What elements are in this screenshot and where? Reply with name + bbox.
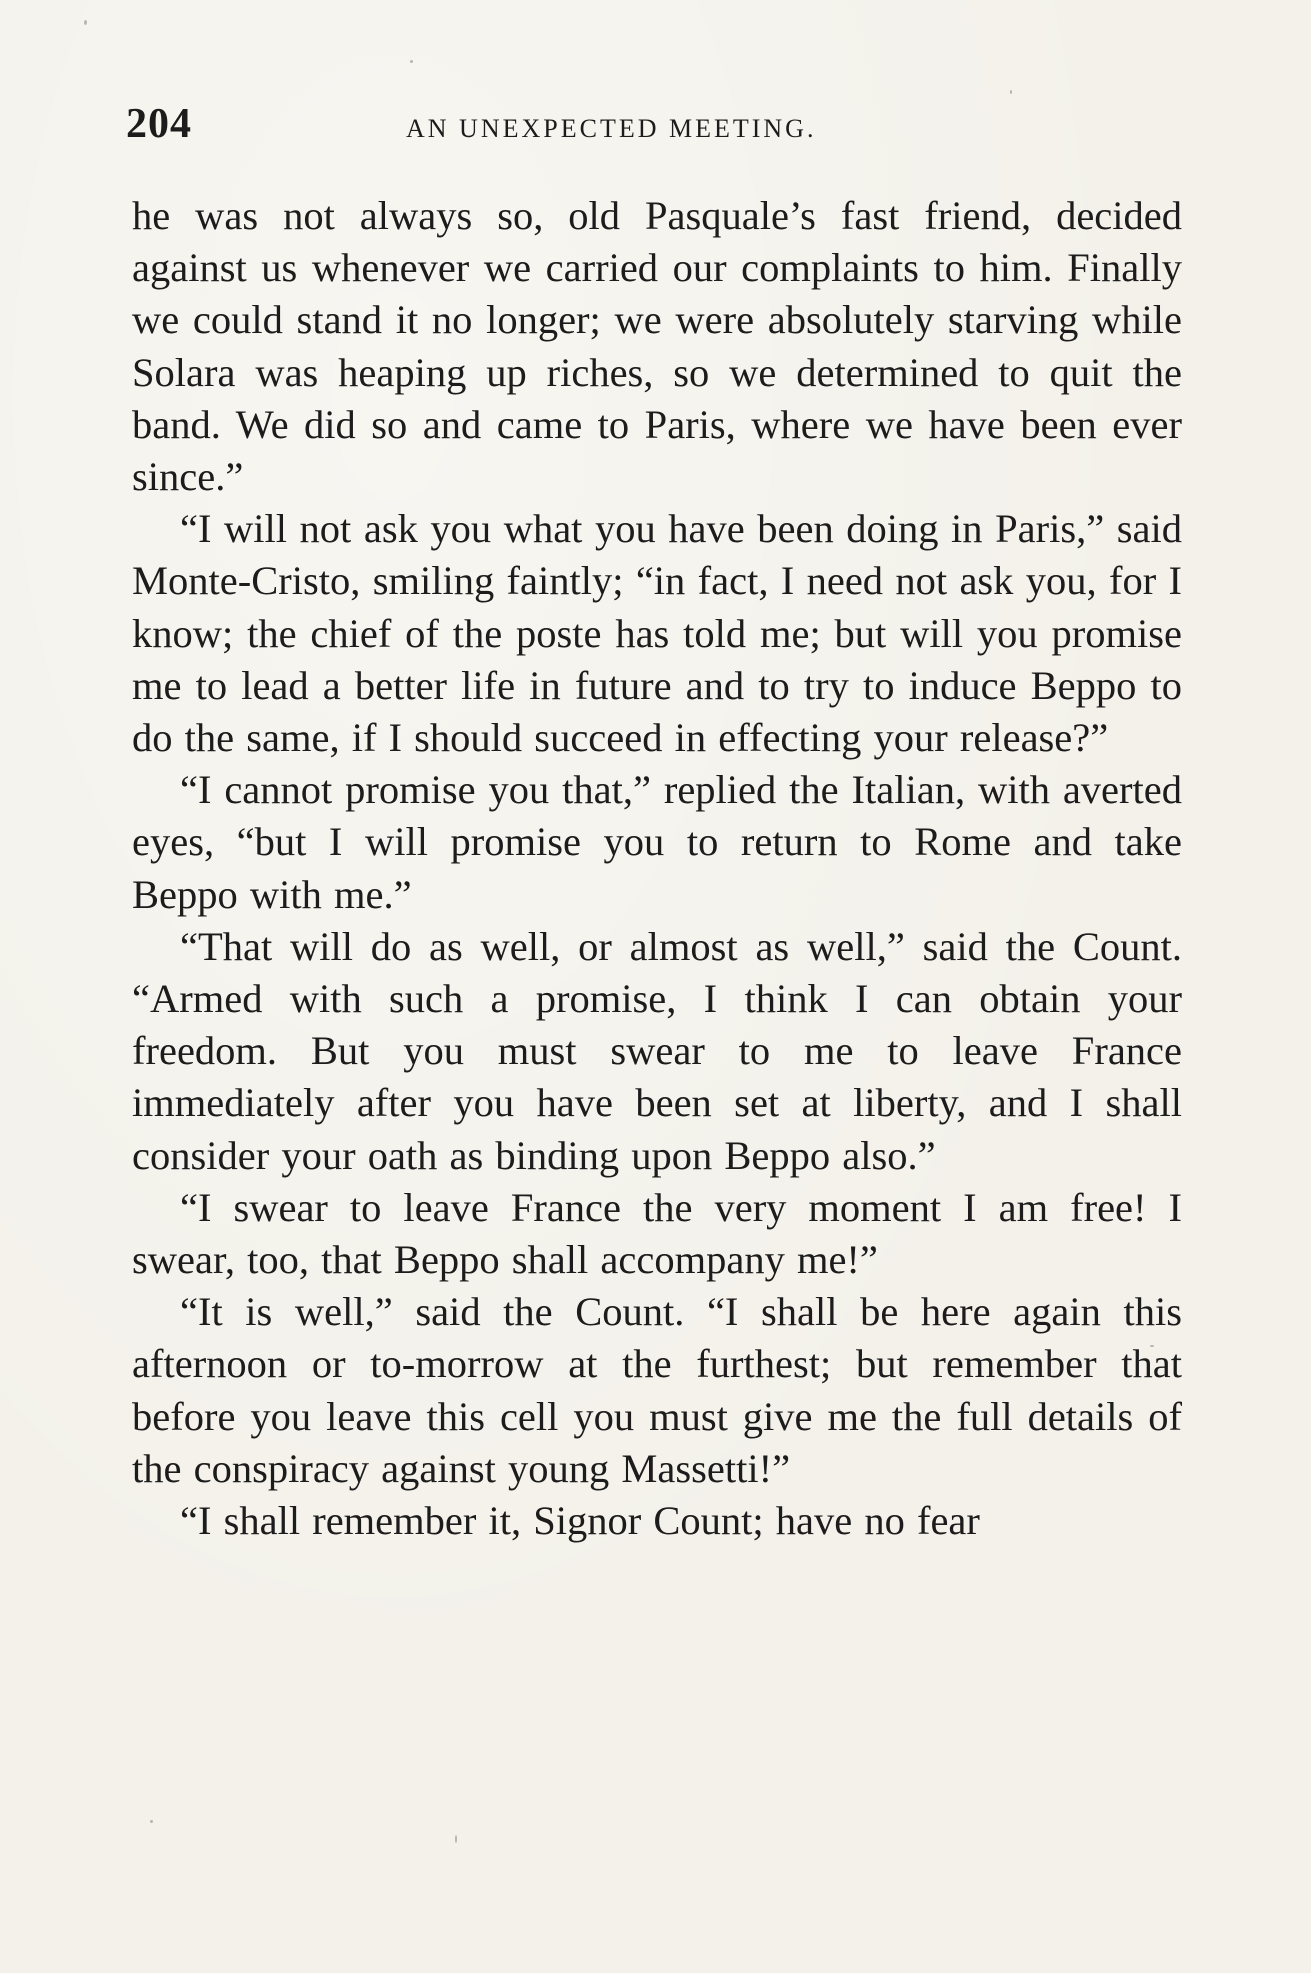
- paragraph: he was not always so, old Pasquale’s fast friend, decided against us whenever we carried our complaints to him. Finally we could stand it no longer; we were absolutely starving while Solara was heaping up riches, so we determined to quit the band. We did so and came to Paris, where we have been ever since.”: [132, 193, 1182, 500]
- paper-speck: [150, 1820, 153, 1823]
- paper-speck: [1150, 1345, 1154, 1347]
- paragraph: “I will not ask you what you have been doing in Paris,” said Monte-Cristo, smiling faintly; “in fact, I need not ask you, for I know; the chief of the poste has told me; but will you promise me to lead a better life in future and to try to induce Beppo to do the same, if I should succeed in effecting your release?”: [132, 506, 1182, 761]
- paper-speck: [725, 1365, 728, 1368]
- paragraph: “I swear to leave France the very moment I am free! I swear, too, that Beppo shall accompany me!”: [132, 1184, 1182, 1283]
- paragraph: “I cannot promise you that,” replied the Italian, with averted eyes, “but I will promise you to return to Rome and take Beppo with me.”: [132, 767, 1182, 917]
- paper-speck: [410, 60, 413, 63]
- paper-speck: [84, 20, 87, 25]
- page-number: 204: [126, 101, 192, 147]
- running-head: [126, 100, 1186, 160]
- page-body: [132, 190, 1182, 1547]
- paper-speck: [455, 1835, 457, 1843]
- paragraph: “I shall remember it, Signor Count; have no fear: [180, 1498, 980, 1544]
- paper-speck: [1010, 90, 1012, 94]
- chapter-title: AN UNEXPECTED MEETING.: [406, 114, 817, 143]
- paragraph: “That will do as well, or almost as well,” said the Count. “Armed with such a promise, I think I can obtain your freedom. But you must swear to me to leave France immediately after you have been set at liberty, and I shall consider your oath as binding upon Beppo also.”: [132, 923, 1182, 1178]
- paragraph: “It is well,” said the Count. “I shall be here again this afternoon or to-morrow at the furthest; but remember that before you leave this cell you must give me the full details of the conspiracy against young Massetti!”: [132, 1289, 1182, 1491]
